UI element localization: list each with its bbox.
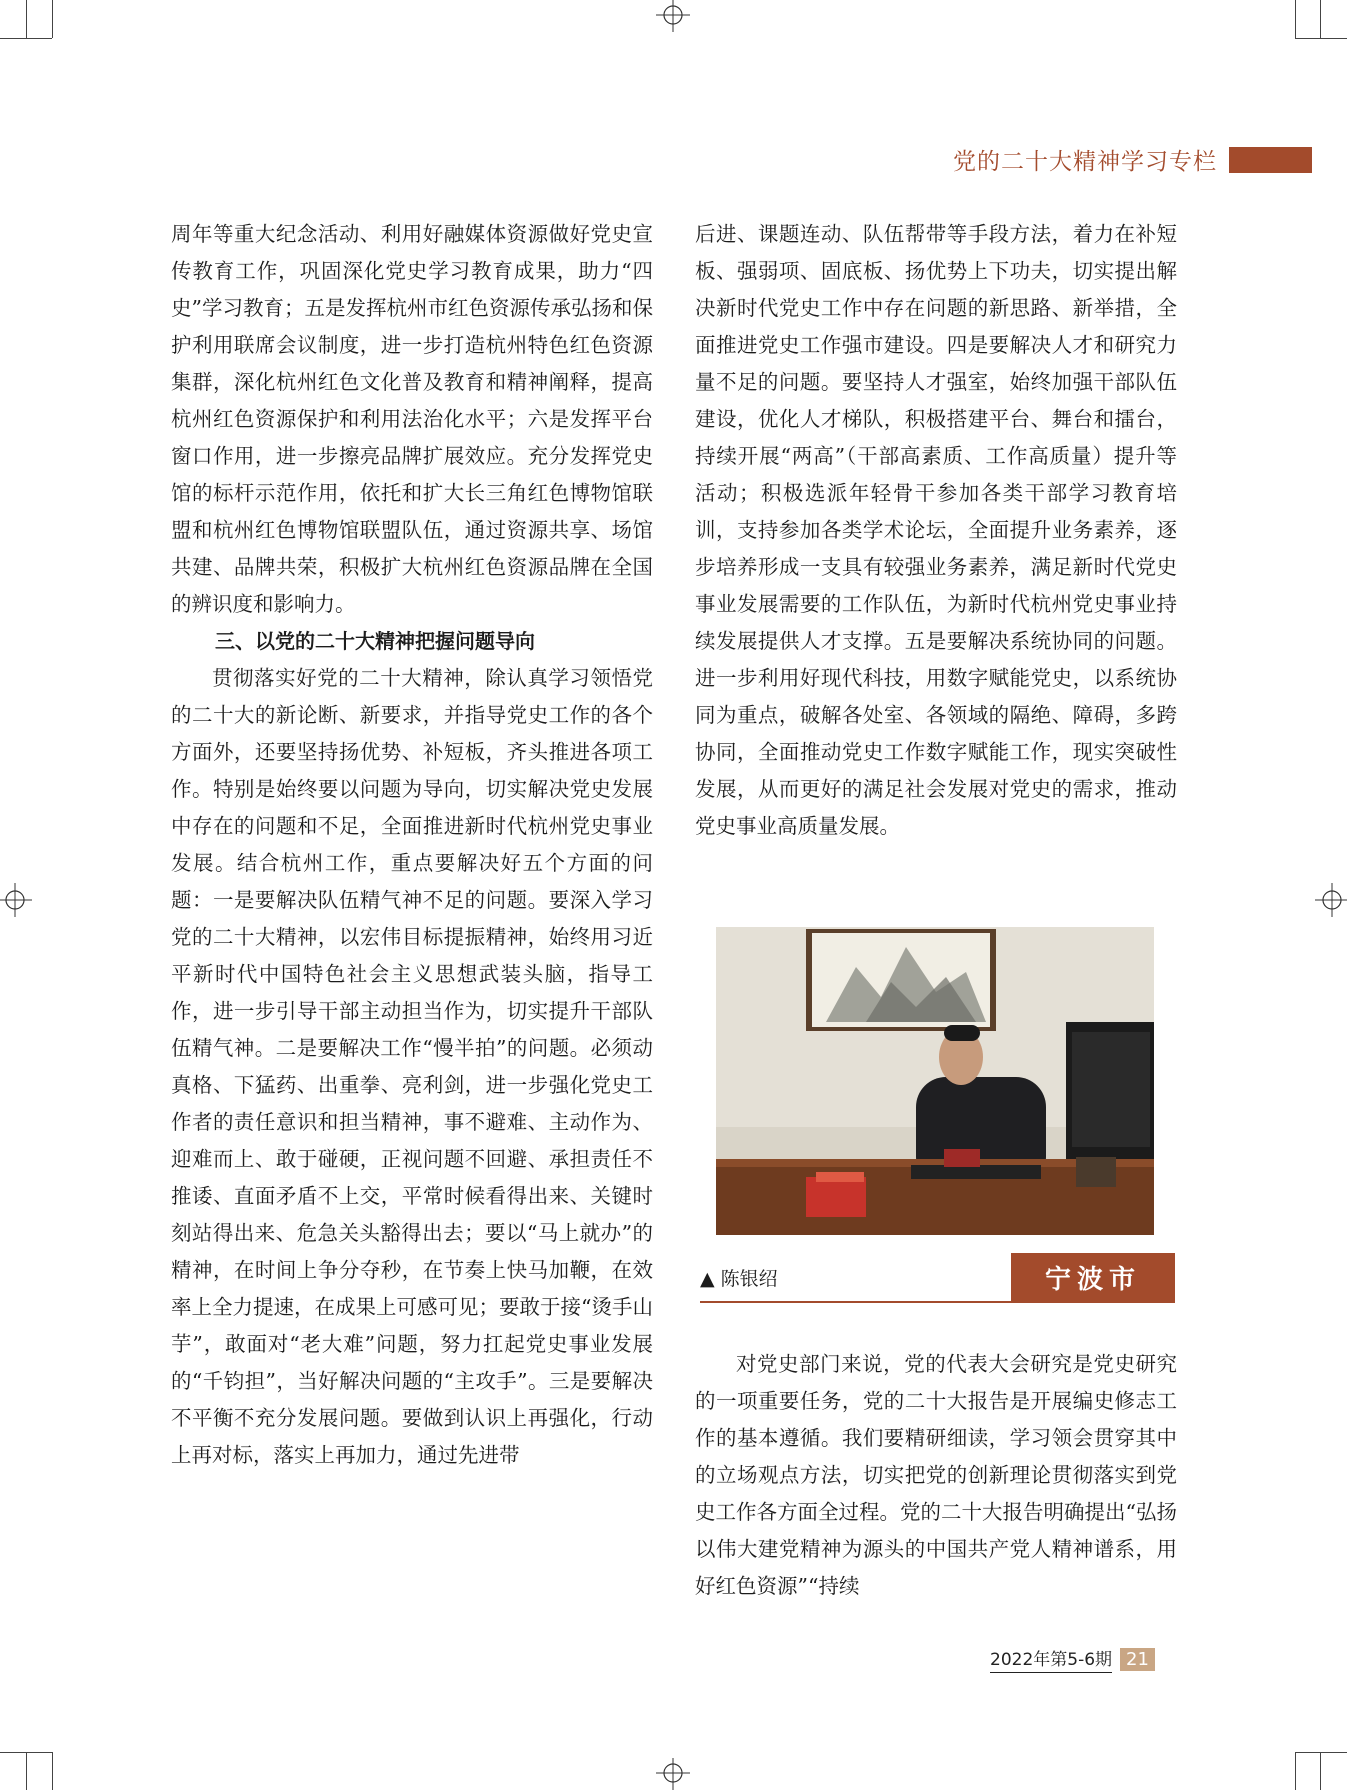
- column-header: [953, 143, 1312, 176]
- section-heading: 三、以党的二十大精神把握问题导向: [215, 629, 535, 653]
- body-paragraph: 周年等重大纪念活动、利用好融媒体资源做好党史宣传教育工作，巩固深化党史学习教育成果，助力“四史”学习教育；五是发挥杭州市红色资源传承弘扬和保护利用联席会议制度，进一步打造杭州特色红色资源集群，深化杭州红色文化普及教育和精神阐释，提高杭州红色资源保护和利用法治化水平；六是发挥平台窗口作用，进一步擦亮品牌扩展效应。充分发挥党史馆的标杆示范作用，依托和扩大长三角红色博物馆联盟和杭州红色博物馆联盟队伍，通过资源共享、场馆共建、品牌共荣，积极扩大杭州红色资源品牌在全国的辨识度和影响力。: [171, 222, 653, 616]
- body-paragraph: 对党史部门来说，党的代表大会研究是党史研究的一项重要任务，党的二十大报告是开展编史修志工作的基本遵循。我们要精研细读，学习领会贯穿其中的立场观点方法，切实把党的创新理论贯彻落实到党史工作各方面全过程。党的二十大报告明确提出“弘扬以伟大建党精神为源头的中国共产党人精神谱系，用好红色资源”“持续: [695, 1352, 1177, 1598]
- page-number: 21: [1120, 1648, 1155, 1671]
- header-accent-bar: [1229, 147, 1312, 173]
- portrait-photo: [716, 927, 1154, 1235]
- page-footer: [990, 1645, 1155, 1673]
- registration-mark-bottom: [656, 1756, 690, 1790]
- registration-mark-right: [1313, 883, 1347, 917]
- body-paragraph: 贯彻落实好党的二十大精神，除认真学习领悟党的二十大的新论断、新要求，并指导党史工作的各个方面外，还要坚持扬优势、补短板，齐头推进各项工作。特别是始终要以问题为导向，切实解决党史发展中存在的问题和不足，全面推进新时代杭州党史事业发展。结合杭州工作，重点要解决好五个方面的问题：一是要解决队伍精气神不足的问题。要深入学习党的二十大精神，以宏伟目标提振精神，始终用习近平新时代中国特色社会主义思想武装头脑，指导工作，进一步引导干部主动担当作为，切实提升干部队伍精气神。二是要解决工作“慢半拍”的问题。必须动真格、下猛药、出重拳、亮利剑，进一步强化党史工作者的责任意识和担当精神，事不避难、主动作为、迎难而上、敢于碰硬，正视问题不回避、承担责任不推诿、直面矛盾不上交，平常时候看得出来、关键时刻站得出来、危急关头豁得出去；要以“马上就办”的精神，在时间上争分夺秒，在节奏上快马加鞭，在效率上全力提速，在成果上可感可见；要敢于接“烫手山芋”，敢面对“老大难”问题，努力扛起党史事业发展的“千钧担”，当好解决问题的“主攻手”。三是要解决不平衡不充分发展问题。要做到认识上再强化，行动上再对标，落实上再加力，通过先进带: [171, 666, 653, 1467]
- city-label: 宁波市: [1011, 1253, 1175, 1301]
- registration-mark-left: [0, 883, 34, 917]
- crop-mark: [1295, 1752, 1347, 1753]
- issue-label: 2022年第5-6期: [990, 1645, 1112, 1673]
- crop-mark: [1320, 0, 1321, 38]
- left-column: [171, 216, 653, 1474]
- divider: [700, 1301, 1175, 1303]
- right-column-lower: [695, 1346, 1177, 1605]
- crop-mark: [52, 0, 53, 38]
- crop-mark: [0, 1752, 52, 1753]
- crop-mark: [52, 1752, 53, 1790]
- body-paragraph: 后进、课题连动、队伍帮带等手段方法，着力在补短板、强弱项、固底板、扬优势上下功夫，切实提出解决新时代党史工作中存在问题的新思路、新举措，全面推进党史工作强市建设。四是要解决人才和研究力量不足的问题。要坚持人才强室，始终加强干部队伍建设，优化人才梯队，积极搭建平台、舞台和擂台，持续开展“两高”（干部高素质、工作高质量）提升等活动；积极选派年轻骨干参加各类干部学习教育培训，支持参加各类学术论坛，全面提升业务素养，逐步培养形成一支具有较强业务素养，满足新时代党史事业发展需要的工作队伍，为新时代杭州党史事业持续发展提供人才支撑。五是要解决系统协同的问题。进一步利用好现代科技，用数字赋能党史，以系统协同为重点，破解各处室、各领域的隔绝、障碍，多跨协同，全面推动党史工作数字赋能工作，现实突破性发展，从而更好的满足社会发展对党史的需求，推动党史事业高质量发展。: [695, 222, 1177, 838]
- crop-mark: [1295, 0, 1296, 38]
- crop-mark: [0, 38, 52, 39]
- crop-mark: [26, 0, 27, 38]
- crop-mark: [26, 1752, 27, 1790]
- crop-mark: [1295, 38, 1347, 39]
- crop-mark: [1320, 1752, 1321, 1790]
- registration-mark-top: [656, 0, 690, 34]
- photo-caption: ▲ 陈银绍: [700, 1268, 778, 1290]
- right-column: [695, 216, 1177, 845]
- crop-mark: [1295, 1752, 1296, 1790]
- office-photo-illustration: [716, 927, 1154, 1235]
- column-title: 党的二十大精神学习专栏: [953, 149, 1217, 175]
- page-corner: [0, 0, 1, 1]
